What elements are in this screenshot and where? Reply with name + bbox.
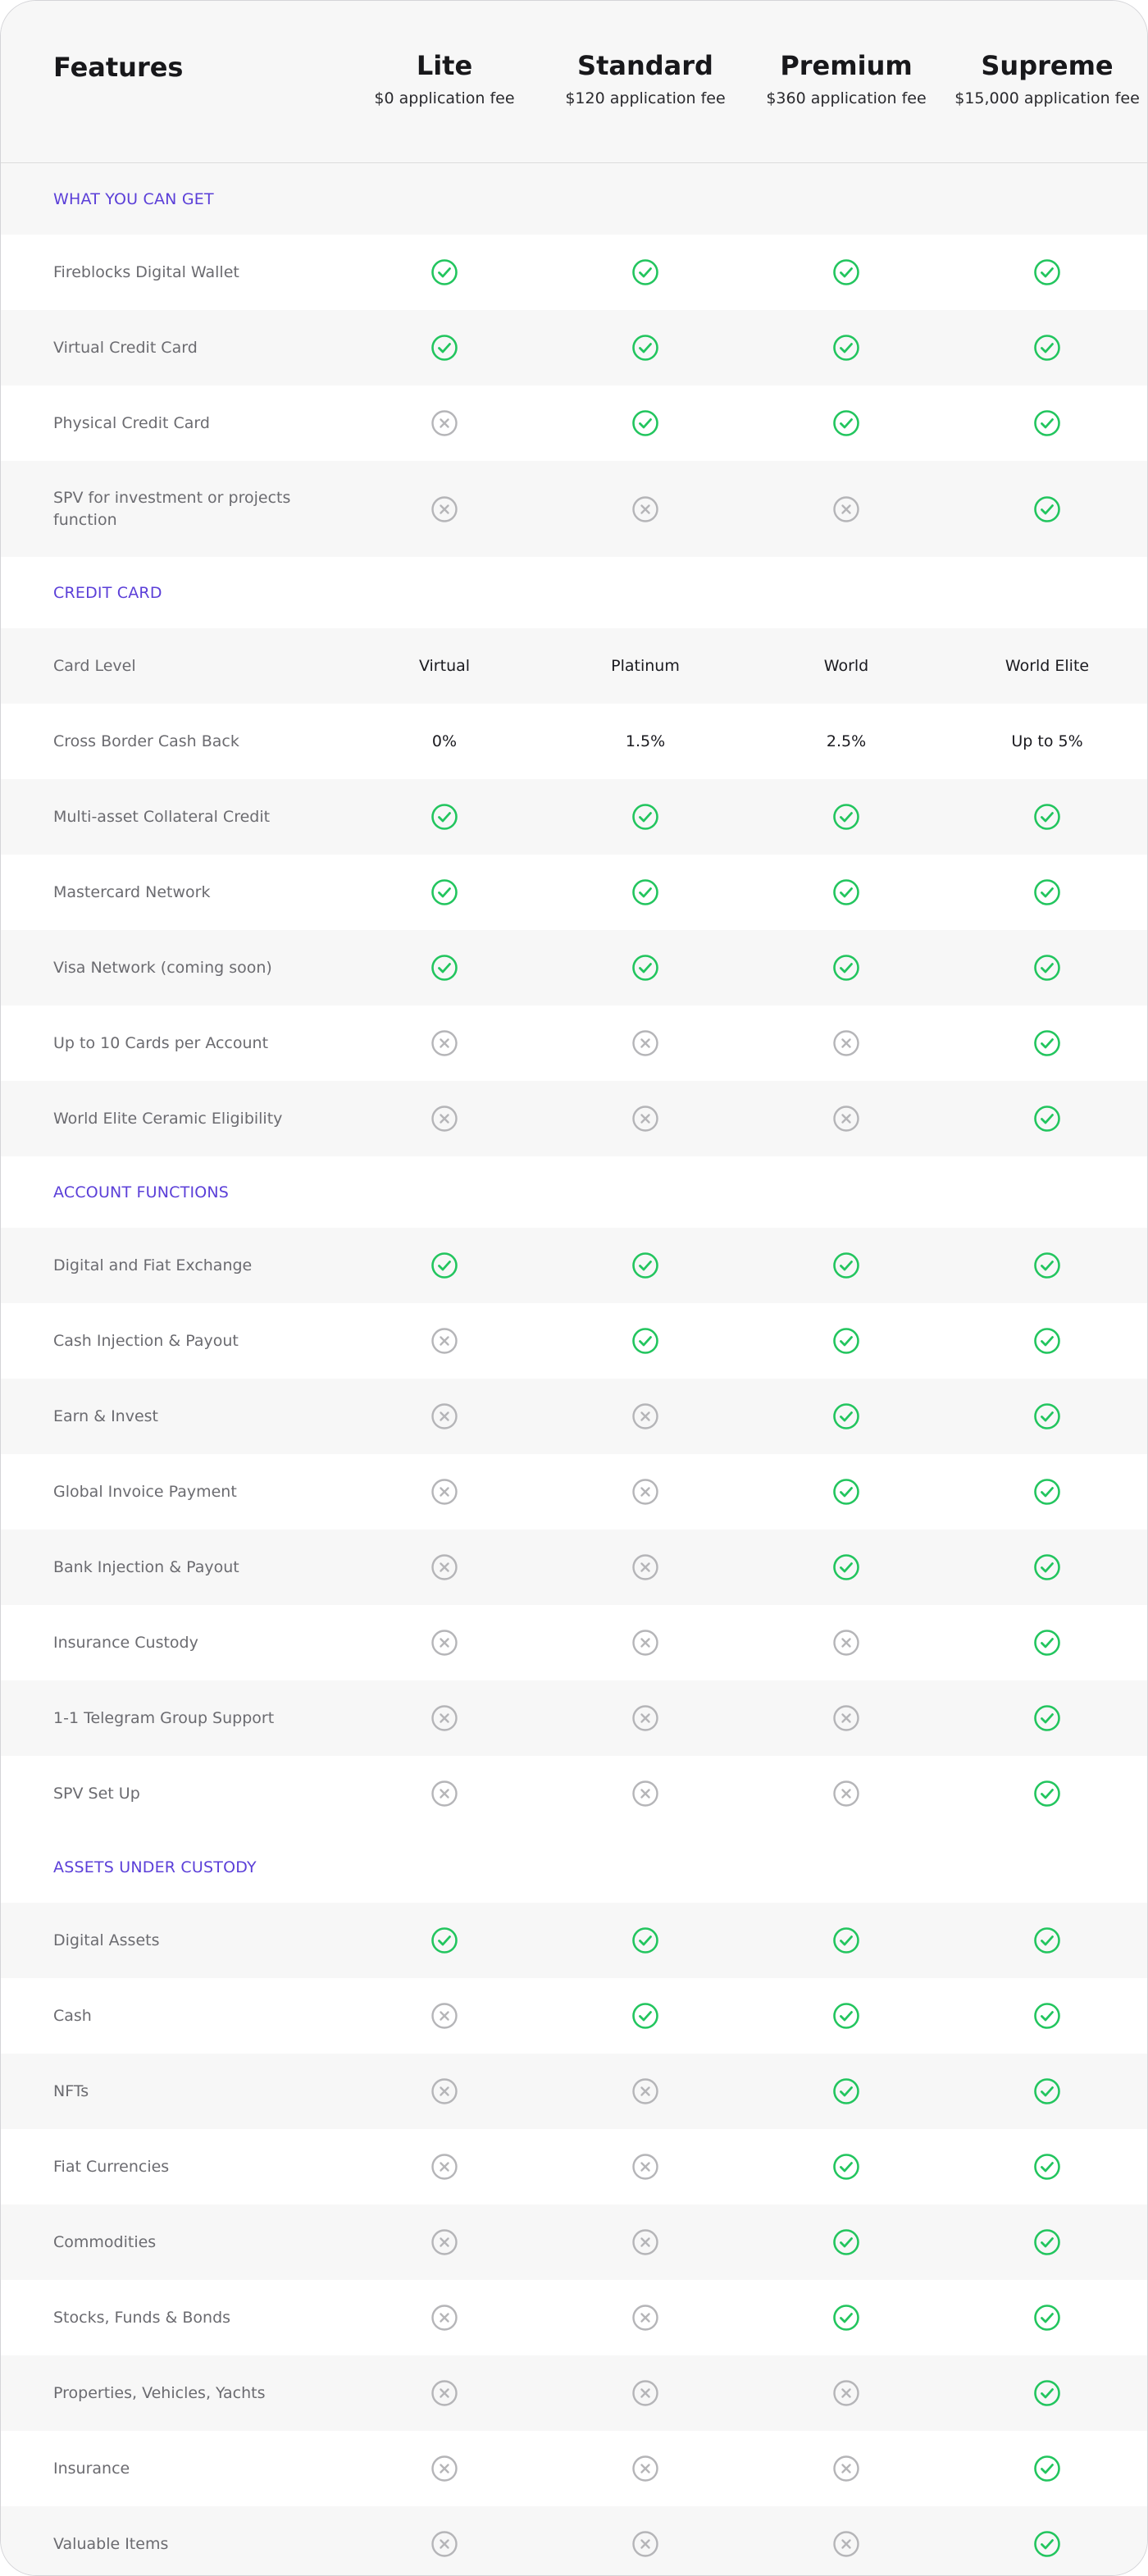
table-row [1,2280,1147,2355]
check-circle-icon [547,258,744,286]
x-circle-icon [346,2002,543,2030]
check-circle-icon [949,1402,1146,1430]
x-circle-icon [346,2455,543,2483]
table-row [1,1756,1147,1831]
x-circle-icon [748,495,945,523]
check-circle-icon [547,1327,744,1355]
x-circle-icon [346,1704,543,1732]
feature-label: SPV for investment or projects function [53,488,291,529]
x-circle-icon [547,2153,744,2181]
table-row [1,1680,1147,1756]
feature-label: Cash Injection & Payout [53,1331,239,1350]
x-circle-icon [748,2379,945,2407]
check-circle-icon [949,495,1146,523]
check-circle-icon [748,1926,945,1954]
cell-value: Up to 5% [1011,732,1083,750]
feature-label: Mastercard Network [53,882,211,901]
x-circle-icon [346,1780,543,1808]
table-row [1,855,1147,930]
table-row [1,1303,1147,1379]
x-circle-icon [547,1478,744,1506]
check-circle-icon [949,1327,1146,1355]
feature-label: Card Level [53,656,136,675]
plan-fee: $0 application fee [374,89,515,107]
table-row [1,2204,1147,2280]
plan-supreme [949,50,1146,107]
x-circle-icon [748,1105,945,1133]
x-circle-icon [748,1704,945,1732]
plan-standard [547,50,744,107]
x-circle-icon [547,2455,744,2483]
features-heading: Features [53,52,184,83]
x-circle-icon [547,1553,744,1581]
check-circle-icon [748,1327,945,1355]
x-circle-icon [346,2304,543,2332]
feature-label: Physical Credit Card [53,413,210,432]
table-row [1,1978,1147,2054]
table-header [1,1,1147,163]
x-circle-icon [346,2153,543,2181]
check-circle-icon [748,954,945,982]
check-circle-icon [949,334,1146,362]
plan-name: Lite [416,50,473,81]
x-circle-icon [547,2530,744,2558]
feature-label: Insurance Custody [53,1633,198,1652]
check-circle-icon [346,803,543,831]
x-circle-icon [346,2228,543,2256]
table-row [1,2054,1147,2129]
table-row [1,2431,1147,2506]
check-circle-icon [949,2304,1146,2332]
table-row [1,461,1147,557]
feature-label: Commodities [53,2232,157,2251]
check-circle-icon [949,2002,1146,2030]
x-circle-icon [547,1105,744,1133]
feature-label: Fireblocks Digital Wallet [53,262,239,281]
x-circle-icon [346,2379,543,2407]
cell-value: Virtual [418,657,471,675]
check-circle-icon [748,334,945,362]
feature-label: Digital Assets [53,1931,160,1949]
feature-label: Insurance [53,2459,130,2478]
plan-name: Supreme [981,50,1114,81]
check-circle-icon [547,334,744,362]
check-circle-icon [346,1926,543,1954]
x-circle-icon [748,2455,945,2483]
check-circle-icon [949,258,1146,286]
x-circle-icon [547,1780,744,1808]
table-body [1,163,1147,2576]
check-circle-icon [346,954,543,982]
check-circle-icon [949,2077,1146,2105]
feature-label: Earn & Invest [53,1407,158,1425]
x-circle-icon [346,1402,543,1430]
check-circle-icon [949,1926,1146,1954]
check-circle-icon [949,1478,1146,1506]
plan-lite [346,50,543,107]
table-row [1,1005,1147,1081]
x-circle-icon [547,2304,744,2332]
cell-value: 2.5% [826,732,867,750]
x-circle-icon [346,1327,543,1355]
x-circle-icon [346,495,543,523]
x-circle-icon [547,2379,744,2407]
x-circle-icon [547,1402,744,1430]
table-row [1,704,1147,779]
x-circle-icon [346,1478,543,1506]
cell-value: 0% [431,732,458,750]
feature-label: Virtual Credit Card [53,338,198,357]
feature-label: Cross Border Cash Back [53,732,239,750]
x-circle-icon [346,1029,543,1057]
check-circle-icon [949,1553,1146,1581]
feature-label: World Elite Ceramic Eligibility [53,1109,283,1128]
check-circle-icon [748,2077,945,2105]
table-row [1,1903,1147,1978]
table-row [1,2355,1147,2431]
x-circle-icon [748,1780,945,1808]
plan-name: Premium [780,50,913,81]
check-circle-icon [748,803,945,831]
table-row [1,1228,1147,1303]
x-circle-icon [346,409,543,437]
check-circle-icon [748,2153,945,2181]
table-row [1,930,1147,1005]
plan-name: Standard [577,50,713,81]
check-circle-icon [346,1252,543,1279]
check-circle-icon [748,1478,945,1506]
plan-premium [748,50,945,107]
check-circle-icon [547,1926,744,1954]
check-circle-icon [748,878,945,906]
x-circle-icon [346,2077,543,2105]
check-circle-icon [949,1029,1146,1057]
table-row [1,1530,1147,1605]
check-circle-icon [748,2228,945,2256]
check-circle-icon [949,1105,1146,1133]
feature-label: NFTs [53,2081,89,2100]
feature-label: Stocks, Funds & Bonds [53,2308,231,2327]
check-circle-icon [748,258,945,286]
check-circle-icon [346,258,543,286]
check-circle-icon [748,2002,945,2030]
table-row [1,1379,1147,1454]
check-circle-icon [949,2153,1146,2181]
check-circle-icon [949,1780,1146,1808]
x-circle-icon [748,1029,945,1057]
table-row [1,1454,1147,1530]
feature-label: Global Invoice Payment [53,1482,237,1501]
check-circle-icon [748,1402,945,1430]
check-circle-icon [949,1704,1146,1732]
check-circle-icon [547,954,744,982]
x-circle-icon [547,1029,744,1057]
check-circle-icon [949,409,1146,437]
section-title: ACCOUNT FUNCTIONS [53,1183,230,1201]
check-circle-icon [748,2304,945,2332]
section-title: WHAT YOU CAN GET [53,189,214,208]
section-header [1,557,1147,628]
section-title: ASSETS UNDER CUSTODY [53,1858,257,1876]
table-row [1,1081,1147,1156]
feature-label: Fiat Currencies [53,2157,170,2176]
x-circle-icon [547,1704,744,1732]
check-circle-icon [949,2455,1146,2483]
x-circle-icon [346,2530,543,2558]
check-circle-icon [949,954,1146,982]
check-circle-icon [949,1252,1146,1279]
feature-label: Digital and Fiat Exchange [53,1256,253,1274]
section-header [1,1156,1147,1228]
feature-label: Cash [53,2006,92,2025]
section-header [1,163,1147,235]
check-circle-icon [949,803,1146,831]
table-row [1,235,1147,310]
table-row [1,385,1147,461]
cell-value: World [823,657,869,675]
table-row [1,2506,1147,2576]
plan-fee: $120 application fee [565,89,726,107]
check-circle-icon [346,334,543,362]
check-circle-icon [748,1553,945,1581]
x-circle-icon [547,495,744,523]
x-circle-icon [748,2530,945,2558]
x-circle-icon [346,1629,543,1657]
plan-fee: $15,000 application fee [954,89,1140,107]
check-circle-icon [949,2530,1146,2558]
feature-label: 1-1 Telegram Group Support [53,1708,275,1727]
table-row [1,310,1147,385]
feature-label: SPV Set Up [53,1784,140,1803]
feature-label: Bank Injection & Payout [53,1557,239,1576]
x-circle-icon [547,1629,744,1657]
check-circle-icon [949,878,1146,906]
table-row [1,779,1147,855]
feature-label: Visa Network (coming soon) [53,958,272,977]
section-header [1,1831,1147,1903]
table-row [1,628,1147,704]
check-circle-icon [547,2002,744,2030]
feature-label: Properties, Vehicles, Yachts [53,2383,266,2402]
x-circle-icon [547,2228,744,2256]
x-circle-icon [346,1105,543,1133]
check-circle-icon [547,878,744,906]
check-circle-icon [346,878,543,906]
feature-label: Multi-asset Collateral Credit [53,807,271,826]
table-row [1,1605,1147,1680]
check-circle-icon [547,803,744,831]
cell-value: 1.5% [625,732,666,750]
check-circle-icon [949,1629,1146,1657]
check-circle-icon [748,1252,945,1279]
check-circle-icon [949,2379,1146,2407]
section-title: CREDIT CARD [53,583,162,602]
check-circle-icon [547,409,744,437]
x-circle-icon [547,2077,744,2105]
x-circle-icon [748,1629,945,1657]
check-circle-icon [547,1252,744,1279]
cell-value: Platinum [611,657,680,675]
x-circle-icon [346,1553,543,1581]
feature-label: Up to 10 Cards per Account [53,1033,269,1052]
check-circle-icon [748,409,945,437]
plan-fee: $360 application fee [766,89,927,107]
check-circle-icon [949,2228,1146,2256]
table-row [1,2129,1147,2204]
cell-value: World Elite [1004,657,1090,675]
feature-label: Valuable Items [53,2534,169,2553]
